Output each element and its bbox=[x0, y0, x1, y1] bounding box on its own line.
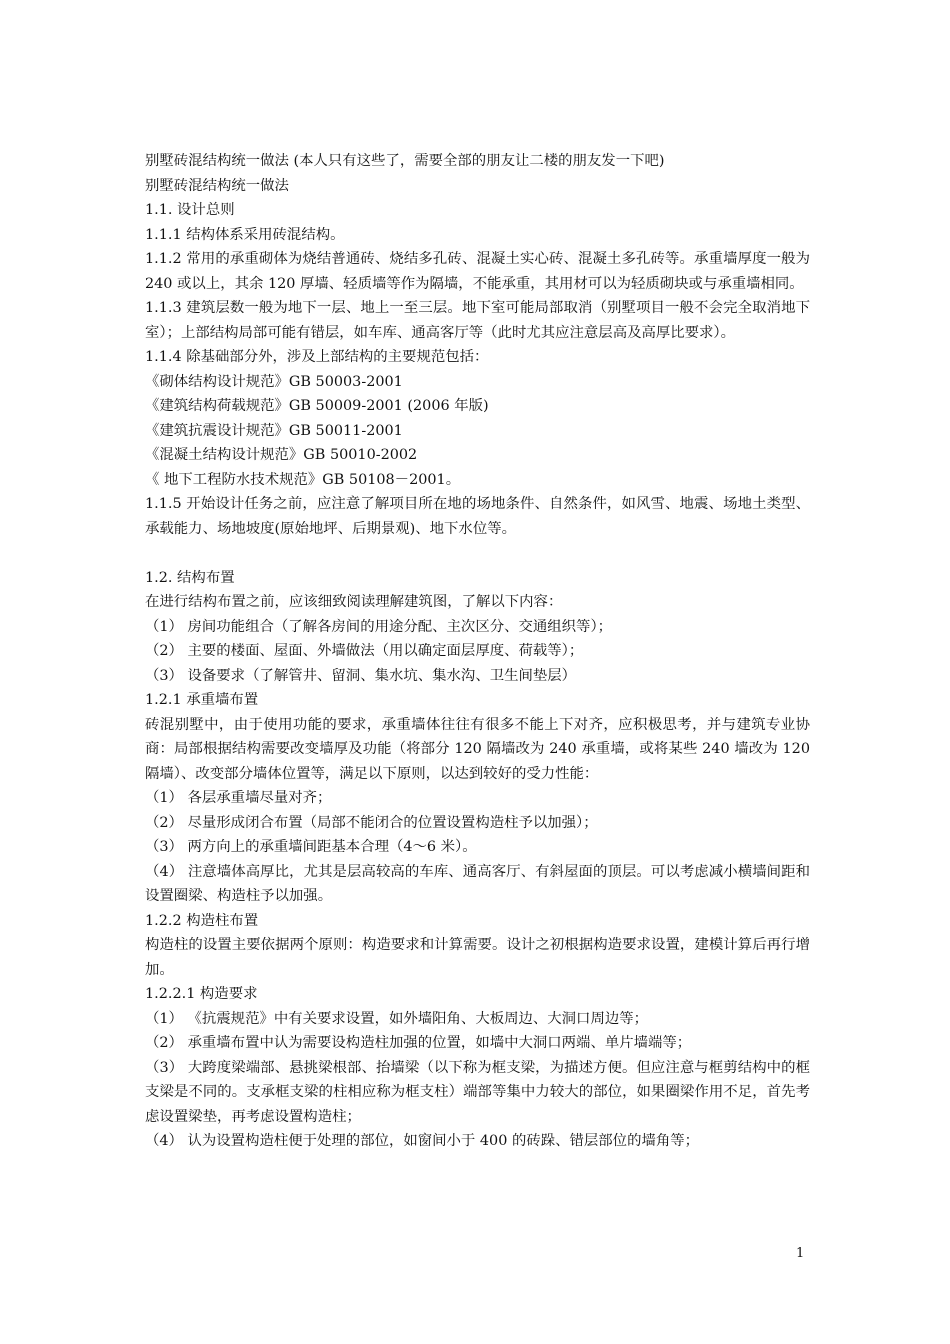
document-body bbox=[145, 149, 810, 1154]
list-item: （2） 尽量形成闭合布置（局部不能闭合的位置设置构造柱予以加强）； bbox=[145, 814, 598, 831]
blank-line bbox=[145, 541, 810, 566]
subsection-heading: 1.2.1 承重墙布置 bbox=[145, 692, 259, 708]
body-paragraph: 砖混别墅中，由于使用功能的要求，承重墙体往往有很多不能上下对齐，应积极思考，并与建筑专业协商：局部根据结构需要改变墙厚及功能（将部分 120 隔墙改为 240 承重墙，或将某些 240 墙改为 120 隔墙）、改变部分墙体位置等，满足以下原则，以达到较好的受力性能： bbox=[145, 716, 810, 782]
body-paragraph: 构造柱的设置主要依据两个原则：构造要求和计算需要。设计之初根据构造要求设置，建模计算后再行增加。 bbox=[145, 937, 810, 978]
list-item: （2） 主要的楼面、屋面、外墙做法（用以确定面层厚度、荷载等）； bbox=[145, 643, 584, 659]
list-item: （4） 认为设置构造柱便于处理的部位，如窗间小于 400 的砖跺、错层部位的墙角等； bbox=[145, 1133, 700, 1149]
clause-paragraph: 1.1.3 建筑层数一般为地下一层、地上一至三层。地下室可能局部取消（别墅项目一般不会完全取消地下室）；上部结构局部可能有错层，如车库、通高客厅等（此时尤其应注意层高及高厚比要求）。 bbox=[145, 300, 810, 341]
section-heading: 1.1. 设计总则 bbox=[145, 202, 235, 218]
standard-reference: 《建筑抗震设计规范》GB 50011-2001 bbox=[145, 422, 403, 439]
standard-reference: 《 地下工程防水技术规范》GB 50108－2001。 bbox=[145, 471, 461, 488]
clause-paragraph: 1.1.4 除基础部分外，涉及上部结构的主要规范包括： bbox=[145, 349, 489, 365]
standard-reference: 《混凝土结构设计规范》GB 50010-2002 bbox=[145, 447, 418, 463]
document-title: 别墅砖混结构统一做法 (本人只有这些了，需要全部的朋友让二楼的朋友发一下吧) bbox=[145, 153, 665, 169]
section-heading: 1.2. 结构布置 bbox=[145, 569, 235, 586]
list-item: （4） 注意墙体高厚比，尤其是层高较高的车库、通高客厅、有斜屋面的顶层。可以考虑减小横墙间距和设置圈梁、构造柱予以加强。 bbox=[145, 863, 810, 904]
clause-paragraph: 1.1.2 常用的承重砌体为烧结普通砖、烧结多孔砖、混凝土实心砖、混凝土多孔砖等。承重墙厚度一般为 240 或以上，其余 120 厚墙、轻质墙等作为隔墙，不能承重，其用材可以为轻质砌块或与承重墙相同。 bbox=[145, 251, 810, 292]
subsection-heading: 1.2.2 构造柱布置 bbox=[145, 912, 259, 929]
page-number: 1 bbox=[796, 1246, 805, 1261]
subsection-heading: 1.2.2.1 构造要求 bbox=[145, 986, 258, 1002]
standard-reference: 《建筑结构荷载规范》GB 50009-2001 (2006 年版) bbox=[145, 398, 489, 414]
list-item: （3） 两方向上的承重墙间距基本合理（4～6 米）。 bbox=[145, 839, 477, 855]
list-item: （1） 《抗震规范》中有关要求设置，如外墙阳角、大板周边、大洞口周边等； bbox=[145, 1010, 649, 1027]
list-item: （3） 设备要求（了解管井、留洞、集水坑、集水沟、卫生间垫层） bbox=[145, 667, 577, 684]
document-subtitle: 别墅砖混结构统一做法 bbox=[145, 177, 289, 194]
clause-paragraph: 1.1.5 开始设计任务之前，应注意了解项目所在地的场地条件、自然条件，如风雪、地震、场地土类型、承载能力、场地坡度(原始地坪、后期景观)、地下水位等。 bbox=[145, 496, 810, 537]
list-item: （1） 房间功能组合（了解各房间的用途分配、主次区分、交通组织等）； bbox=[145, 618, 613, 635]
list-item: （3） 大跨度梁端部、悬挑梁根部、抬墙梁（以下称为框支梁，为描述方便。但应注意与框剪结构中的框支梁是不同的。支承框支梁的柱相应称为框支柱）端部等集中力较大的部位，如果圈梁作用不足，首先考虑设置梁垫，再考虑设置构造柱； bbox=[145, 1059, 810, 1125]
list-item: （1） 各层承重墙尽量对齐； bbox=[145, 790, 332, 806]
standard-reference: 《砌体结构设计规范》GB 50003-2001 bbox=[145, 373, 403, 390]
list-item: （2） 承重墙布置中认为需要设构造柱加强的位置，如墙中大洞口两端、单片墙端等； bbox=[145, 1035, 692, 1051]
body-paragraph: 在进行结构布置之前，应该细致阅读理解建筑图，了解以下内容： bbox=[145, 594, 563, 610]
clause-paragraph: 1.1.1 结构体系采用砖混结构。 bbox=[145, 226, 345, 243]
